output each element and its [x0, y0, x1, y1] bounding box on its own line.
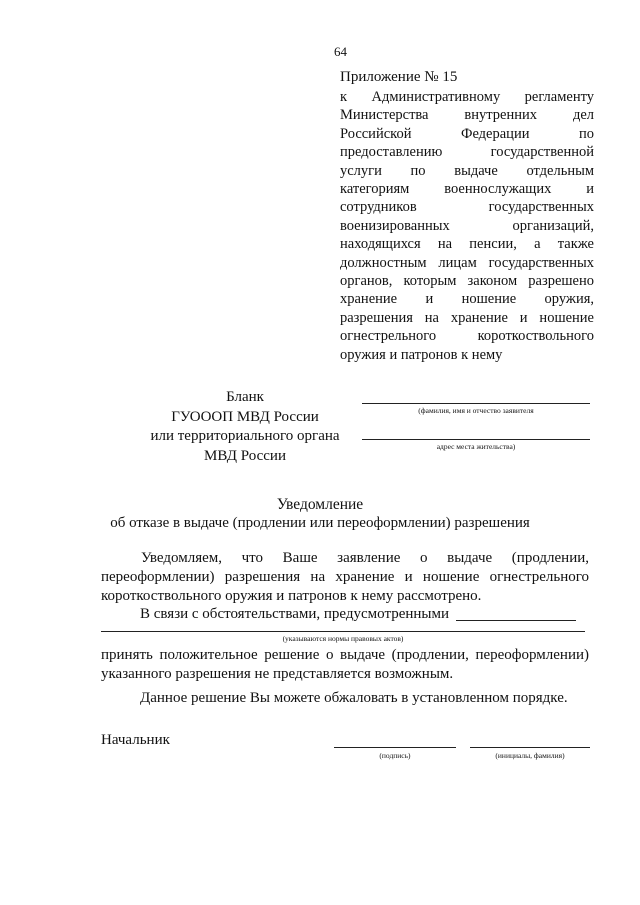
paragraph-line: переоформлении) разрешения на хранение и ношение огнестрельного	[101, 569, 589, 585]
initials-caption: (инициалы, фамилия)	[495, 751, 565, 760]
paragraph-line: указанного разрешения не представляется возможным.	[101, 666, 454, 682]
appendix-title: Приложение № 15	[340, 69, 458, 85]
legal-norms-line	[101, 631, 585, 632]
signatory-role: Начальник	[101, 732, 170, 748]
page-number: 64	[334, 44, 347, 59]
circumstances-blank-line	[456, 620, 576, 621]
appendix-line: оружия и патронов к нему	[340, 346, 503, 363]
signature-caption: (подпись)	[379, 751, 411, 760]
appendix-line: военизированных организаций,	[340, 217, 594, 234]
appendix-line: Российской Федерации по	[340, 125, 594, 142]
letterhead-line: МВД России	[204, 447, 286, 464]
letterhead-line: Бланк	[226, 389, 264, 405]
appendix-line: находящихся на пенсии, а также	[340, 236, 594, 253]
appendix-line: должностным лицам государственных	[340, 254, 594, 271]
applicant-name-line	[362, 403, 590, 404]
paragraph-line: короткоствольного оружия и патронов к нему рассмотрено.	[101, 588, 482, 604]
appendix-text	[340, 88, 594, 364]
notice-title: Уведомление	[276, 496, 364, 513]
appendix-line: разрешения на хранение и ношение	[340, 309, 594, 326]
appendix-line: сотрудников государственных	[340, 199, 594, 216]
paragraph-line: принять положительное решение о выдаче (продлении, переоформлении)	[101, 647, 589, 663]
address-line	[362, 439, 590, 440]
letterhead-line: или территориального органа	[150, 428, 340, 444]
appendix-line: хранение и ношение оружия,	[340, 291, 594, 308]
notice-paragraph-3	[101, 646, 589, 684]
notice-paragraph-2: В связи с обстоятельствами, предусмотренными	[140, 606, 450, 622]
initials-line	[470, 747, 590, 748]
address-caption: адрес места жительства)	[436, 442, 516, 451]
notice-paragraph-1	[101, 549, 589, 606]
appendix-line: огнестрельного короткоствольного	[340, 328, 594, 345]
appendix-line: предоставлению государственной	[340, 144, 594, 161]
signature-line	[334, 747, 456, 748]
applicant-caption: (фамилия, имя и отчество заявителя	[418, 406, 534, 415]
letterhead-block	[110, 388, 380, 466]
paragraph-line: Уведомляем, что Ваше заявление о выдаче (продлении,	[141, 550, 589, 566]
appendix-line: к Административному регламенту	[340, 89, 594, 105]
appendix-line: категориям военнослужащих и	[340, 181, 594, 198]
appendix-line: услуги по выдаче отдельным	[340, 162, 594, 179]
notice-subtitle: об отказе в выдаче (продлении или переоформлении) разрешения	[110, 515, 530, 531]
letterhead-line: ГУОООП МВД России	[171, 408, 319, 425]
appendix-line: Министерства внутренних дел	[340, 107, 594, 124]
notice-paragraph-4: Данное решение Вы можете обжаловать в установленном порядке.	[140, 690, 568, 706]
appendix-line: органов, которым законом разрешено	[340, 273, 594, 290]
legal-norms-caption: (указываются нормы правовых актов)	[282, 634, 404, 643]
